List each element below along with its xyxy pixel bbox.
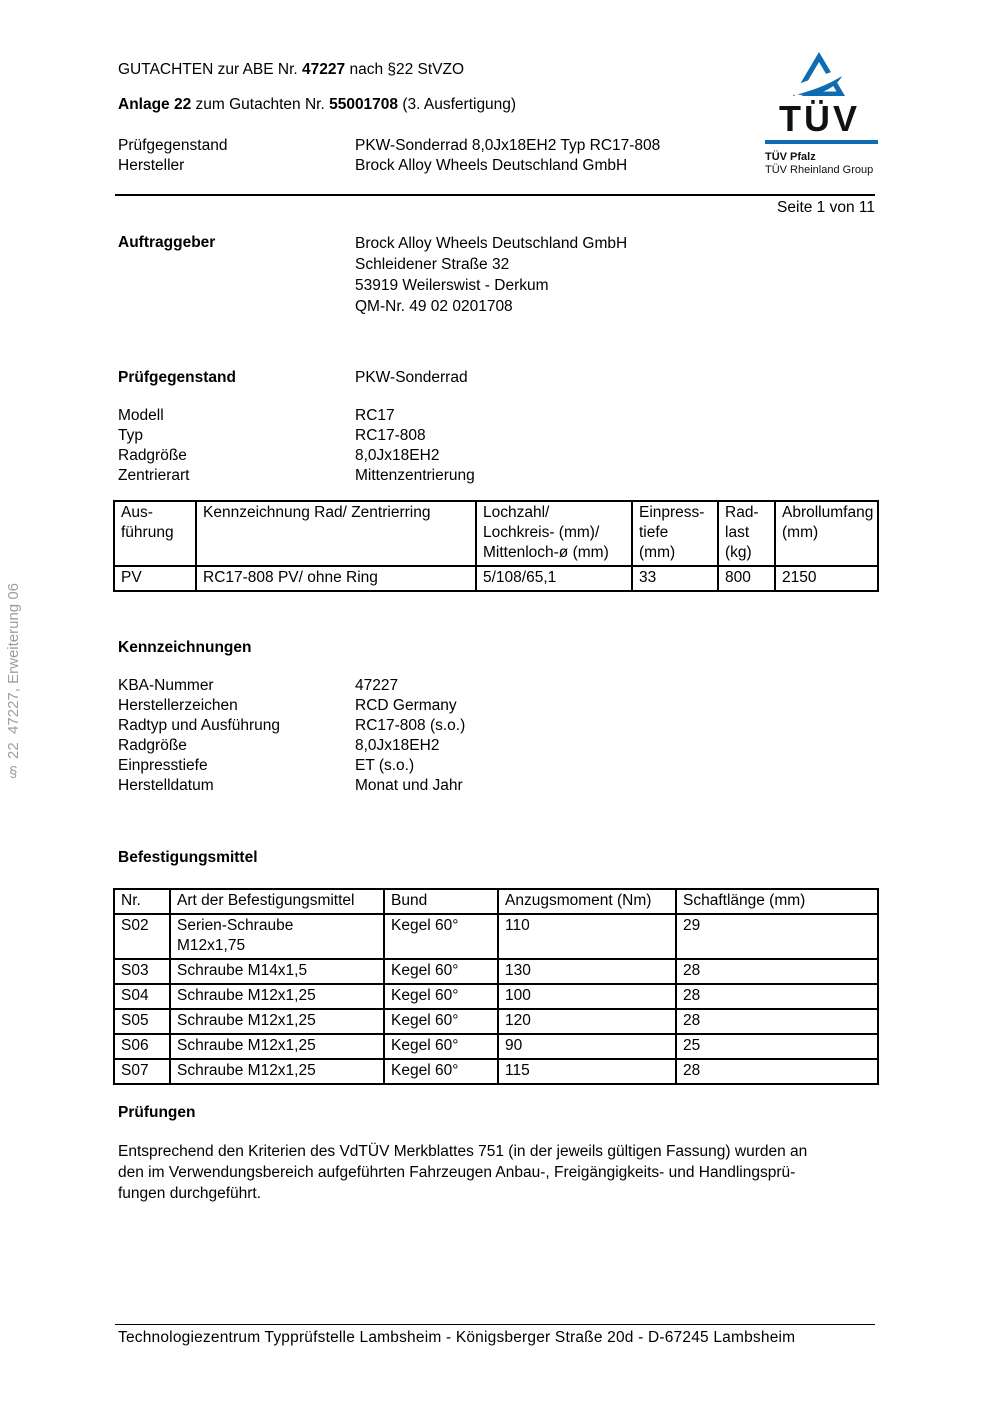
detail-label: Zentrierart <box>118 467 190 484</box>
wheel-spec-cell: 2150 <box>775 566 878 591</box>
wheel-spec-header: Aus- führung <box>114 501 196 566</box>
fastener-row <box>114 1034 878 1059</box>
tuv-logo-subline-1: TÜV Pfalz <box>765 151 816 163</box>
detail-value: RC17 <box>355 407 395 424</box>
marking-row <box>118 756 875 776</box>
marking-value: Monat und Jahr <box>355 777 463 794</box>
marking-label: Herstelldatum <box>118 777 214 794</box>
fasteners-header: Bund <box>384 889 498 914</box>
detail-row <box>118 406 875 426</box>
wheel-spec-data-row <box>114 566 878 591</box>
fasteners-heading: Befestigungsmittel <box>118 849 258 866</box>
wheel-spec-header: Rad- last (kg) <box>718 501 775 566</box>
marking-row <box>118 776 875 796</box>
marking-label: KBA-Nummer <box>118 677 214 694</box>
client-address <box>355 233 875 317</box>
fastener-art: Schraube M12x1,25 <box>170 1009 384 1034</box>
test-object-label: Prüfgegenstand <box>118 369 236 386</box>
subject-row <box>118 136 875 156</box>
fasteners-table <box>113 888 879 1085</box>
marking-label: Einpresstiefe <box>118 757 208 774</box>
fastener-art: Schraube M14x1,5 <box>170 959 384 984</box>
client-address-line: QM-Nr. 49 02 0201708 <box>355 298 513 315</box>
footer-rule <box>115 1324 875 1325</box>
fastener-moment: 120 <box>498 1009 676 1034</box>
detail-row <box>118 426 875 446</box>
tuv-triangle-icon <box>790 52 848 98</box>
wheel-spec-cell: 5/108/65,1 <box>476 566 632 591</box>
fastener-moment: 130 <box>498 959 676 984</box>
fastener-moment: 115 <box>498 1059 676 1084</box>
client-label: Auftraggeber <box>118 234 216 251</box>
fastener-bund: Kegel 60° <box>384 1059 498 1084</box>
fastener-art: Schraube M12x1,25 <box>170 984 384 1009</box>
wheel-spec-cell: 800 <box>718 566 775 591</box>
detail-row <box>118 466 875 486</box>
footer-text: Technologiezentrum Typprüfstelle Lambsheim - Königsberger Straße 20d - D-67245 Lambsheim <box>118 1329 796 1346</box>
marking-label: Radtyp und Ausführung <box>118 717 281 734</box>
detail-label: Typ <box>118 427 143 444</box>
wheel-spec-cell: PV <box>114 566 196 591</box>
fastener-row <box>114 1009 878 1034</box>
marking-value: 8,0Jx18EH2 <box>355 737 440 754</box>
fastener-bund: Kegel 60° <box>384 914 498 959</box>
subject-label: Prüfgegenstand <box>118 137 228 154</box>
markings-heading: Kennzeichnungen <box>118 639 252 656</box>
manufacturer-value: Brock Alloy Wheels Deutschland GmbH <box>355 157 628 174</box>
tuv-logo-subline-2: TÜV Rheinland Group <box>765 164 874 176</box>
fastener-shaft: 25 <box>676 1034 878 1059</box>
detail-value: RC17-808 <box>355 427 426 444</box>
fastener-nr: S04 <box>114 984 170 1009</box>
fastener-shaft: 28 <box>676 1009 878 1034</box>
fastener-nr: S06 <box>114 1034 170 1059</box>
fastener-row <box>114 959 878 984</box>
fastener-bund: Kegel 60° <box>384 984 498 1009</box>
document-subtitle: Anlage 22 zum Gutachten Nr. 55001708 (3. Ausfertigung) <box>118 96 517 113</box>
fastener-art: Serien-Schraube M12x1,75 <box>170 914 384 959</box>
fastener-bund: Kegel 60° <box>384 1034 498 1059</box>
fastener-nr: S05 <box>114 1009 170 1034</box>
test-object-value: PKW-Sonderrad <box>355 369 468 386</box>
client-address-line: 53919 Weilerswist - Derkum <box>355 277 549 294</box>
marking-label: Herstellerzeichen <box>118 697 238 714</box>
detail-label: Radgröße <box>118 447 187 464</box>
fastener-art: Schraube M12x1,25 <box>170 1034 384 1059</box>
fasteners-header: Schaftlänge (mm) <box>676 889 878 914</box>
client-address-line: Schleidener Straße 32 <box>355 256 510 273</box>
fastener-nr: S02 <box>114 914 170 959</box>
fastener-moment: 110 <box>498 914 676 959</box>
detail-value: 8,0Jx18EH2 <box>355 447 440 464</box>
fastener-shaft: 28 <box>676 1059 878 1084</box>
tests-paragraph-line: Entsprechend den Kriterien des VdTÜV Merkblattes 751 (in der jeweils gültigen Fassung) wurden an <box>118 1143 808 1160</box>
fasteners-header-row <box>114 889 878 914</box>
marking-label: Radgröße <box>118 737 187 754</box>
test-object-heading-row <box>118 368 875 388</box>
test-object-details <box>118 406 875 486</box>
fastener-moment: 100 <box>498 984 676 1009</box>
fastener-row <box>114 1059 878 1084</box>
marking-row <box>118 736 875 756</box>
wheel-spec-header-row <box>114 501 878 566</box>
margin-note: § 22 47227, Erweiterung 06 <box>5 583 22 781</box>
detail-label: Modell <box>118 407 164 424</box>
marking-value: RCD Germany <box>355 697 457 714</box>
fastener-row <box>114 984 878 1009</box>
tuv-logo-wordmark: TÜV <box>779 98 860 139</box>
fastener-shaft: 28 <box>676 959 878 984</box>
wheel-spec-header: Abrollumfang (mm) <box>775 501 878 566</box>
wheel-spec-header: Lochzahl/ Lochkreis- (mm)/ Mittenloch-ø (mm) <box>476 501 632 566</box>
client-address-line: Brock Alloy Wheels Deutschland GmbH <box>355 235 628 252</box>
markings-list <box>118 676 875 796</box>
fastener-shaft: 29 <box>676 914 878 959</box>
fastener-bund: Kegel 60° <box>384 959 498 984</box>
fasteners-header: Art der Befestigungsmittel <box>170 889 384 914</box>
header-rule <box>115 194 875 196</box>
fasteners-header: Anzugsmoment (Nm) <box>498 889 676 914</box>
document-title: GUTACHTEN zur ABE Nr. 47227 nach §22 StVZO <box>118 61 465 78</box>
fastener-nr: S03 <box>114 959 170 984</box>
fastener-bund: Kegel 60° <box>384 1009 498 1034</box>
subject-value: PKW-Sonderrad 8,0Jx18EH2 Typ RC17-808 <box>355 137 661 154</box>
fastener-shaft: 28 <box>676 984 878 1009</box>
marking-value: 47227 <box>355 677 399 694</box>
fastener-nr: S07 <box>114 1059 170 1084</box>
wheel-spec-header: Einpress- tiefe (mm) <box>632 501 718 566</box>
page-number: Seite 1 von 11 <box>777 199 875 216</box>
tests-paragraph-line: fungen durchgeführt. <box>118 1185 262 1202</box>
fastener-art: Schraube M12x1,25 <box>170 1059 384 1084</box>
marking-row <box>118 716 875 736</box>
manufacturer-label: Hersteller <box>118 157 185 174</box>
manufacturer-row <box>118 156 875 176</box>
tests-paragraph-line: den im Verwendungsbereich aufgeführten Fahrzeugen Anbau-, Freigängigkeits- und Handlingsprü- <box>118 1164 796 1181</box>
marking-row <box>118 676 875 696</box>
wheel-spec-header: Kennzeichnung Rad/ Zentrierring <box>196 501 476 566</box>
wheel-spec-table <box>113 500 879 592</box>
tests-heading: Prüfungen <box>118 1104 196 1121</box>
marking-value: ET (s.o.) <box>355 757 415 774</box>
fastener-moment: 90 <box>498 1034 676 1059</box>
fasteners-header: Nr. <box>114 889 170 914</box>
marking-value: RC17-808 (s.o.) <box>355 717 466 734</box>
wheel-spec-cell: 33 <box>632 566 718 591</box>
client-section <box>118 233 875 317</box>
wheel-spec-cell: RC17-808 PV/ ohne Ring <box>196 566 476 591</box>
detail-value: Mittenzentrierung <box>355 467 475 484</box>
fastener-row <box>114 914 878 959</box>
tests-paragraph <box>118 1141 878 1204</box>
detail-row <box>118 446 875 466</box>
marking-row <box>118 696 875 716</box>
